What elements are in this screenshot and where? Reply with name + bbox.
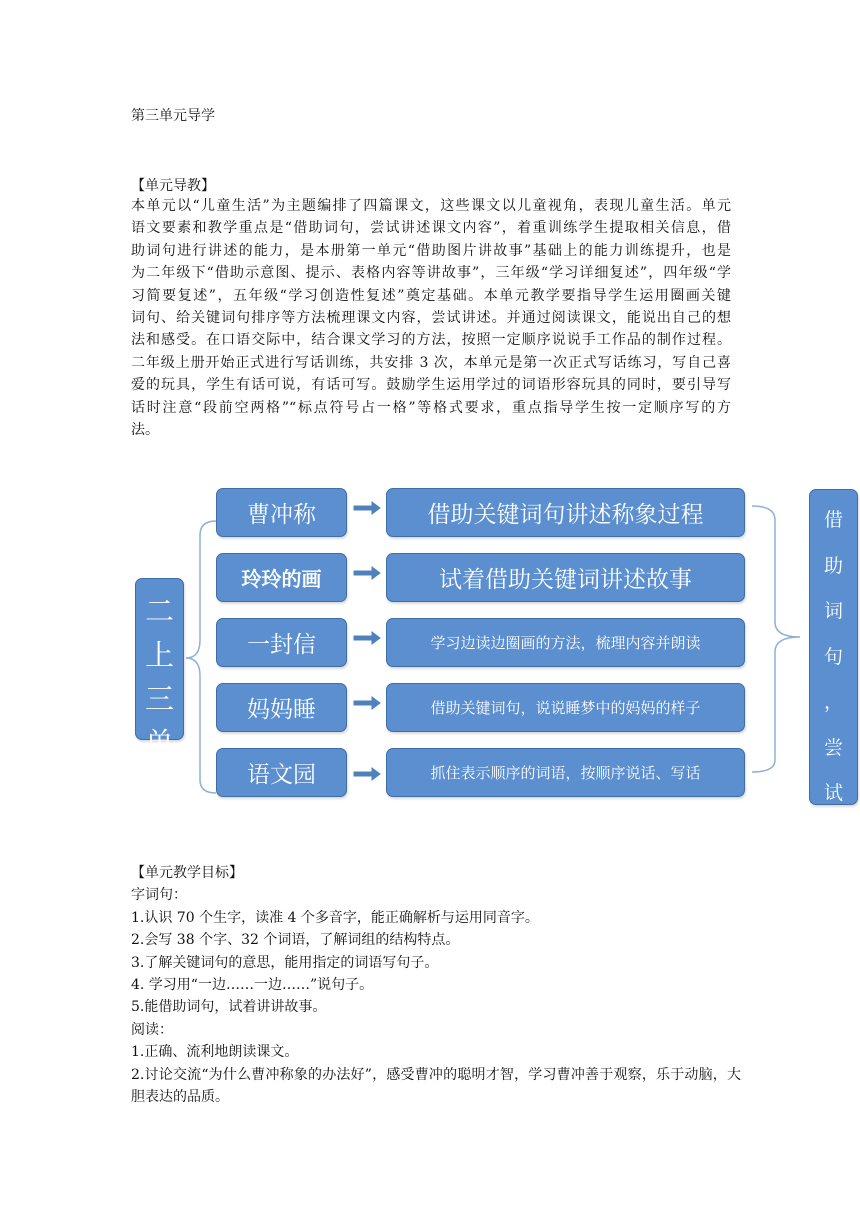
- unit-char: 上: [144, 638, 174, 672]
- side-char: 借: [823, 509, 843, 531]
- unit-char: 单: [144, 726, 174, 760]
- intro-line: 语文要素和教学重点是“借助词句，尝试讲述课文内容”，着重训练学生提取相关信息，借: [131, 220, 731, 237]
- lesson-box: 一封信: [216, 618, 347, 667]
- lesson-box: 妈妈睡: [216, 683, 347, 732]
- left-bracket: [186, 521, 216, 793]
- intro-line: 为二年级下“借助示意图、提示、表格内容等讲故事”，三年级“学习详细复述”，四年级“学: [131, 265, 731, 282]
- goal-item: 4. 学习用“一边……一边……”说句子。: [131, 977, 374, 994]
- lesson-box: 玲玲的画: [216, 553, 347, 602]
- teaching-goals: [131, 862, 741, 1108]
- arrow-icon: [354, 502, 380, 514]
- goal-item: 1.正确、流利地朗读课文。: [131, 1044, 299, 1061]
- intro-line: 二年级上册开始正式进行写话训练，共安排 3 次，本单元是第一次正式写话练习，写自己喜: [131, 354, 731, 371]
- intro-line: 话时注意“段前空两格”“标点符号占一格”等格式要求，重点指导学生按一定顺序写的方: [131, 399, 731, 416]
- goal-box: 抓住表示顺序的词语，按顺序说话、写话: [386, 748, 745, 797]
- goal-item: 2.讨论交流“为什么曹冲称象的办法好”，感受曹冲的聪明才智，学习曹冲善于观察，乐于动脑，大胆表达的品质。: [131, 1066, 741, 1106]
- side-char: 试: [823, 782, 843, 804]
- goal-item: 2.会写 38 个字、32 个词语，了解词组的结构特点。: [131, 932, 460, 949]
- right-bracket: [752, 506, 800, 772]
- goal-box: 借助关键词句讲述称象过程: [386, 488, 745, 537]
- intro-line: 法。: [131, 422, 159, 439]
- arrow-icon: [354, 768, 380, 780]
- unit-char: 二: [144, 594, 174, 628]
- lesson-box: 曹冲称: [216, 488, 347, 537]
- side-char: ，: [823, 691, 843, 713]
- page-title: 第三单元导学: [131, 108, 215, 124]
- side-char: 句: [823, 645, 843, 668]
- lesson-box: 语文园: [216, 748, 347, 797]
- unit-char: 三: [144, 682, 174, 716]
- intro-line: 法和感受。在口语交际中，结合课文学习的方法，按照一定顺序说说手工作品的制作过程。: [131, 332, 731, 349]
- intro-line: 爱的玩具，学生有话可说，有话可写。鼓励学生运用学过的词语形容玩具的同时，要引导写: [131, 377, 731, 394]
- goal-item: 3.了解关键词句的意思，能用指定的词语写句子。: [131, 954, 439, 971]
- intro-line: 词句、给关键词句排序等方法梳理课文内容，尝试讲述。并通过阅读课文，能说出自己的想: [131, 310, 731, 327]
- goal-item: 1.认识 70 个生字，读准 4 个多音字，能正确解析与运用同音字。: [131, 909, 539, 926]
- side-char: 词: [823, 600, 843, 622]
- goals-heading: 【单元教学目标】: [131, 865, 243, 881]
- side-char: 助: [823, 554, 843, 577]
- goal-item: 5.能借助词句，试着讲讲故事。: [131, 999, 327, 1016]
- side-char: 尝: [823, 736, 843, 759]
- goal-box: 试着借助关键词讲述故事: [386, 553, 745, 602]
- intro-heading: 【单元导教】: [131, 178, 215, 194]
- intro-line: 本单元以“儿童生活”为主题编排了四篇课文，这些课文以儿童视角，表现儿童生活。单元: [131, 198, 731, 214]
- arrow-icon: [354, 567, 380, 579]
- intro-line: 助词句进行讲述的能力，是本册第一单元“借助图片讲故事”基础上的能力训练提升，也是: [131, 242, 731, 259]
- arrow-icon: [354, 632, 380, 644]
- intro-line: 习简要复述”，五年级“学习创造性复述”奠定基础。本单元教学要指导学生运用圈画关键: [131, 287, 731, 304]
- words-label: 字词句：: [131, 887, 187, 904]
- side-label-box: [809, 489, 858, 805]
- unit-label-box: [135, 578, 184, 760]
- reading-label: 阅读：: [131, 1021, 173, 1038]
- goal-box: 学习边读边圈画的方法，梳理内容并朗读: [386, 618, 745, 667]
- goal-box: 借助关键词句，说说睡梦中的妈妈的样子: [386, 683, 745, 732]
- arrow-icon: [354, 697, 380, 709]
